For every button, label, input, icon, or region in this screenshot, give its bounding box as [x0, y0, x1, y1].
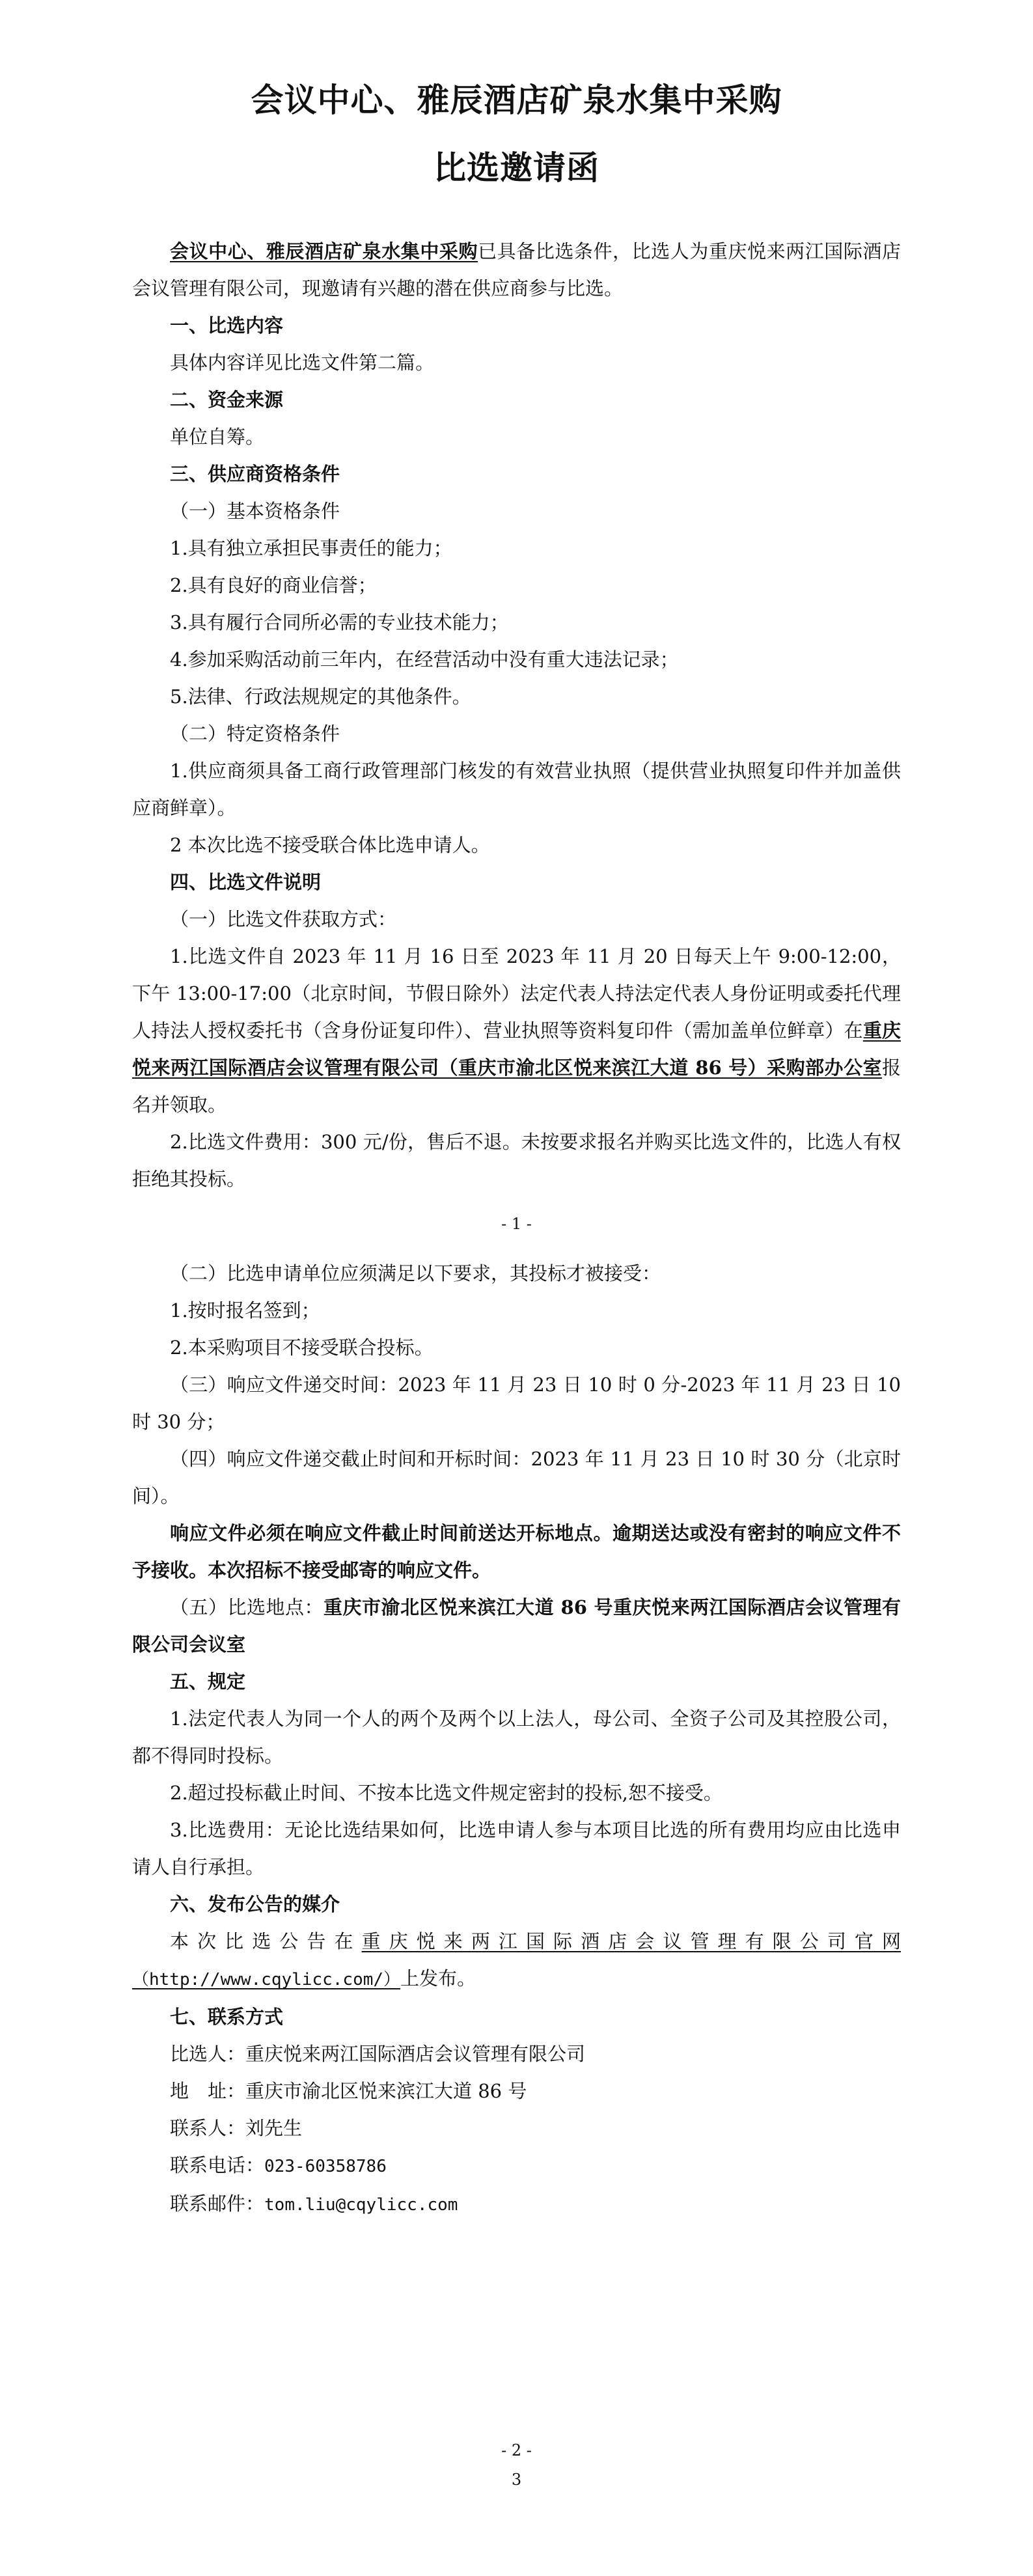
document-page-2 [0, 1230, 1033, 2576]
official-site-link[interactable]: （http://www.cqylicc.com/） [132, 1970, 401, 1989]
requirement-item: 1.按时报名签到； [170, 1299, 320, 1322]
qualification-item: 4.参加采购活动前三年内，在经营活动中没有重大违法记录； [170, 648, 679, 671]
publication-text: 本次比选公告在 [170, 1930, 362, 1952]
section3-subheading-special: （二）特定资格条件 [170, 723, 340, 745]
contact-buyer-label: 比选人： [170, 2043, 246, 2065]
special-qualification-2: 2 本次比选不接受联合体比选申请人。 [170, 834, 490, 856]
acquisition-location: 重庆悦来两江国际酒店会议管理有限公司（重庆市渝北区悦来滨江大道 86 号）采购部办公室 [132, 1019, 901, 1079]
contact-address-value: 重庆市渝北区悦来滨江大道 86 号 [245, 2080, 527, 2102]
publication-media-line2 [132, 1960, 901, 1999]
page2-body [132, 1255, 901, 2224]
official-site-name: 重庆悦来两江国际酒店会议管理有限公司官网 [361, 1930, 901, 1952]
document-page-1 [0, 0, 1033, 1233]
section3-subheading-basic: （一）基本资格条件 [170, 500, 340, 522]
section1-text: 具体内容详见比选文件第二篇。 [170, 352, 435, 374]
contact-address [132, 2073, 901, 2110]
contact-person [132, 2110, 901, 2147]
page1-body [132, 233, 901, 1198]
section1-heading: 一、比选内容 [170, 314, 284, 337]
contact-email-label: 联系邮件： [170, 2193, 265, 2215]
intro-text: 已具备比选条件，比选人为重庆悦来两江国际酒店会议管理有限公司，现邀请有兴趣的潜在供应商参与比选。 [132, 240, 901, 299]
submission-time: （三）响应文件递交时间：2023 年 11 月 23 日 10 时 0 分-2023 年 11 月 23 日 10 时 30 分； [132, 1374, 901, 1433]
section4-subheading: （一）比选文件获取方式： [170, 908, 397, 930]
document-acquisition-paragraph [132, 938, 901, 1124]
contact-phone [132, 2147, 901, 2185]
bold-notice: 响应文件必须在响应文件截止时间前送达开标地点。逾期送达或没有密封的响应文件不予接收。本次招标不接受邮寄的响应文件。 [132, 1522, 901, 1581]
contact-person-label: 联系人： [170, 2117, 246, 2139]
publication-media-paragraph [132, 1923, 901, 1960]
rule-item: 3.比选费用：无论比选结果如何，比选申请人参与本项目比选的所有费用均应由比选申请人自行承担。 [132, 1819, 901, 1878]
rule-item: 1.法定代表人为同一个人的两个及两个以上法人，母公司、全资子公司及其控股公司，都不得同时投标。 [132, 1708, 901, 1767]
publication-text-end: 上发布。 [400, 1967, 476, 1989]
contact-phone-value: 023-60358786 [264, 2157, 387, 2176]
section6-heading: 六、发布公告的媒介 [170, 1893, 340, 1915]
document-title-line1: 会议中心、雅辰酒店矿泉水集中采购 [251, 81, 782, 119]
qualification-item: 3.具有履行合同所必需的专业技术能力； [170, 611, 509, 633]
location-value: 重庆市渝北区悦来滨江大道 86 号重庆悦来两江国际酒店会议管理有限公司会议室 [132, 1596, 901, 1655]
acquisition-text: 1.比选文件自 2023 年 11 月 16 日至 2023 年 11 月 20 日每天上午 9:00-12:00，下午 13:00-17:00（北京时间，节假日除外）法定代表人持法定代表人身份证明或委托代理人持法人授权委托书（含身份证复印件）、营业执照等资料复印件（需加盖单位鲜章）在 [132, 945, 901, 1042]
submission-deadline: （四）响应文件递交截止时间和开标时间：2023 年 11 月 23 日 10 时 30 分（北京时间）。 [132, 1448, 901, 1507]
contact-email-value[interactable]: tom.liu@cqylicc.com [264, 2195, 458, 2215]
document-fee-paragraph: 2.比选文件费用：300 元/份，售后不退。未按要求报名并购买比选文件的，比选人有权拒绝其投标。 [132, 1131, 901, 1190]
special-qualification-1: 1.供应商须具备工商行政管理部门核发的有效营业执照（提供营业执照复印件并加盖供应商鲜章）。 [132, 760, 901, 819]
acquisition-text-end: 报名并领取。 [132, 1057, 901, 1116]
section2-heading: 二、资金来源 [170, 389, 284, 411]
contact-buyer-value: 重庆悦来两江国际酒店会议管理有限公司 [245, 2043, 586, 2065]
section7-heading: 七、联系方式 [170, 2006, 284, 2028]
contact-address-label: 地 址： [170, 2080, 246, 2102]
section2-text: 单位自筹。 [170, 426, 265, 448]
contact-person-value: 刘先生 [245, 2117, 303, 2139]
document-title-line2: 比选邀请函 [434, 148, 599, 187]
location-label: （五）比选地点： [170, 1596, 324, 1618]
qualification-item: 1.具有独立承担民事责任的能力； [170, 537, 452, 559]
page-number: - 1 - [501, 1215, 532, 1233]
intro-project-name: 会议中心、雅辰酒店矿泉水集中采购 [170, 240, 478, 262]
qualification-item: 2.具有良好的商业信誉； [170, 574, 377, 596]
section3-heading: 三、供应商资格条件 [170, 463, 340, 485]
requirement-item: 2.本采购项目不接受联合投标。 [170, 1336, 434, 1359]
requirements-intro: （二）比选申请单位应须满足以下要求，其投标才被接受： [170, 1262, 661, 1284]
contact-buyer [132, 2036, 901, 2073]
contact-phone-label: 联系电话： [170, 2154, 265, 2176]
footer-number: 3 [511, 2471, 522, 2489]
location-paragraph [132, 1589, 901, 1663]
rule-item: 2.超过投标截止时间、不按本比选文件规定密封的投标,恕不接受。 [170, 1782, 723, 1804]
section4-heading: 四、比选文件说明 [170, 871, 322, 893]
page-number: - 2 - [501, 2441, 532, 2459]
qualification-item: 5.法律、行政法规规定的其他条件。 [170, 686, 471, 708]
contact-email [132, 2185, 901, 2224]
intro-paragraph [132, 233, 901, 307]
section5-heading: 五、规定 [170, 1670, 246, 1693]
